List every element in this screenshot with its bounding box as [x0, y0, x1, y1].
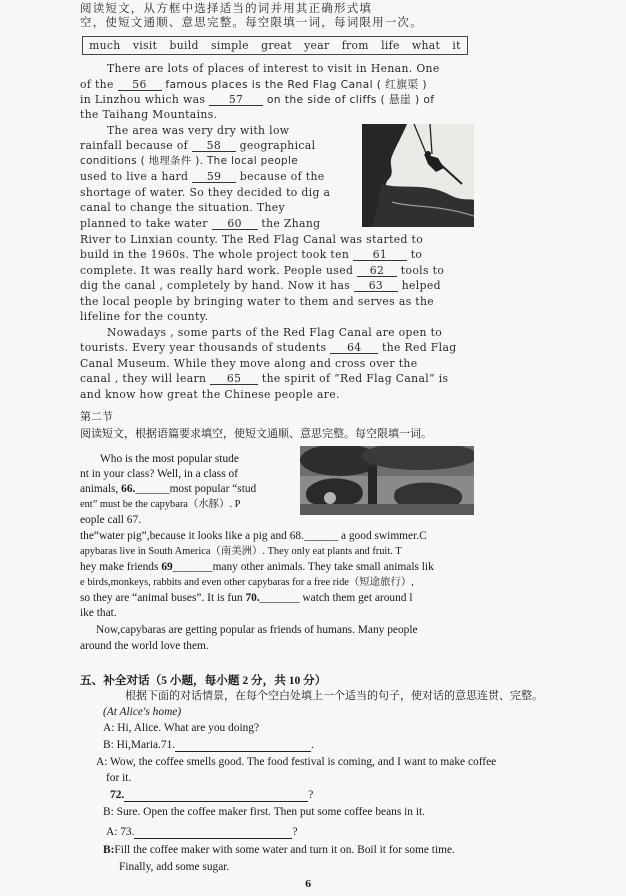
blank-70[interactable]: 70. [245, 592, 260, 604]
word-box-item: great [261, 39, 292, 52]
passage-line: The area was very dry with low [107, 124, 290, 137]
word-box-item: life [381, 39, 400, 52]
passage-line: lifeline for the county. [80, 310, 209, 323]
passage-line: used to live a hard 59 because of the [80, 170, 325, 183]
instruction-line-2: 空，使短文通顺、意思完整。每空限填一词，每词限用一次。 [80, 15, 423, 29]
passage-line: There are lots of places of interest to visit in Henan. One [107, 62, 440, 75]
word-box-item: year [304, 39, 330, 52]
passage-line: nt in your class? Well, in a class of [80, 468, 238, 480]
word-box-item: from [341, 39, 369, 52]
canal-cliff-illustration [362, 124, 474, 227]
blank-66[interactable]: 66. [121, 483, 136, 495]
word-box-item: build [169, 39, 199, 52]
blank-64[interactable]: 64 [330, 342, 378, 354]
blank-61[interactable]: 61 [353, 249, 407, 261]
passage-line: build in the 1960s. The whole project took ten 61 to [80, 248, 423, 261]
passage-line: around the world love them. [80, 640, 209, 652]
question-number-72: 72. [110, 789, 125, 801]
dialogue-line: B:Fill the coffee maker with some water and turn it on. Boil it for some time. [103, 844, 455, 856]
dialogue-line: A: Hi, Alice. What are you doing? [103, 722, 260, 734]
blank-60[interactable]: 60 [212, 218, 258, 230]
blank-58[interactable]: 58 [192, 140, 236, 152]
section-2-heading: 第二节 [80, 411, 113, 423]
passage-line: complete. It was really hard work. People used 62 tools to [80, 264, 445, 277]
answer-blank-72[interactable] [124, 790, 308, 802]
passage-line: ent” must be the capybara（水豚）. P [80, 499, 241, 510]
passage-line: Canal Museum. While they move along and cross over the [80, 357, 418, 370]
page-number: 6 [305, 880, 312, 890]
blank-57[interactable]: 57 [209, 94, 263, 106]
passage-line: Now,capybaras are getting popular as friends of humans. Many people [96, 624, 418, 636]
word-box [82, 36, 468, 55]
passage-line: the Taihang Mountains. [80, 108, 218, 121]
passage-line: Who is the most popular stude [100, 453, 239, 465]
passage-line: conditions ( 地理条件 ). The local people [80, 155, 298, 167]
passage-line: e birds,monkeys, rabbits and even other capybaras for a free ride（短途旅行）, [80, 577, 414, 588]
dialogue-line: A: Wow, the coffee smells good. The food festival is coming, and I want to make coffee [96, 756, 497, 768]
passage-line: apybaras live in South America（南美洲）. They only eat plants and fruit. T [80, 546, 402, 557]
passage-line: and know how great the Chinese people are. [80, 388, 340, 401]
dialogue-line: Finally, add some sugar. [119, 861, 230, 873]
passage-line: tourists. Every year thousands of students 64 the Red Flag [80, 341, 457, 354]
passage-line: River to Linxian county. The Red Flag Canal was started to [80, 233, 424, 246]
passage-line: ike that. [80, 607, 117, 619]
section-3-instruction: 根据下面的对话情景，在每个空白处填上一个适当的句子，使对话的意思连贯、完整。 [125, 690, 543, 702]
passage-line: in Linzhou which was 57 on the side of cliffs ( 悬崖 ) of [80, 93, 435, 106]
word-box-item: much [89, 39, 121, 52]
blank-69[interactable]: 69 [161, 561, 173, 573]
answer-blank-73[interactable] [134, 827, 292, 839]
blank-63[interactable]: 63 [354, 280, 398, 292]
dialogue-line: 72. ? [110, 789, 314, 801]
passage-line: canal to change the situation. They [80, 201, 285, 214]
instruction-line-1: 阅读短文，从方框中选择适当的词并用其正确形式填 [80, 1, 373, 15]
blank-59[interactable]: 59 [192, 171, 236, 183]
section-2-instruction: 阅读短文，根据语篇要求填空，使短文通顺、意思完整。每空限填一词。 [80, 428, 432, 440]
passage-line: Nowadays , some parts of the Red Flag Canal are open to [107, 326, 443, 339]
word-box-item: it [452, 39, 461, 52]
passage-line: shortage of water. So they decided to dig a [80, 186, 331, 199]
passage-line: hey make friends 69_______many other animals. They take small animals lik [80, 561, 434, 573]
passage-line: eople call 67. [80, 514, 142, 526]
passage-line: dig the canal , completely by hand. Now it has 63 helped [80, 279, 441, 292]
passage-line: of the 56 famous places is the Red Flag Canal ( 红旗渠 ) [80, 78, 427, 91]
section-3-heading: 五、补全对话（5 小题，每小题 2 分，共 10 分） [80, 674, 327, 687]
dialogue-line: B: Sure. Open the coffee maker first. Then put some coffee beans in it. [103, 806, 426, 818]
answer-blank-71[interactable] [175, 740, 311, 752]
capybara-photo [300, 446, 474, 515]
word-box-item: visit [132, 39, 158, 52]
passage-line: rainfall because of 58 geographical [80, 139, 316, 152]
passage-line: so they are “animal buses”. It is fun 70._______ watch them get around l [80, 592, 413, 604]
passage-line: canal , they will learn 65 the spirit of “Red Flag Canal” is [80, 372, 449, 385]
word-box-item: what [411, 39, 441, 52]
passage-line: planned to take water 60 the Zhang [80, 217, 321, 230]
passage-line: the local people by bringing water to them and serves as the [80, 295, 435, 308]
blank-62[interactable]: 62 [357, 265, 397, 277]
blank-65[interactable]: 65 [210, 373, 258, 385]
blank-56[interactable]: 56 [118, 79, 162, 91]
dialogue-line: B: Hi,Maria.71. . [103, 739, 314, 751]
dialogue-line: for it. [106, 772, 132, 784]
passage-line: animals, 66.______most popular “stud [80, 483, 257, 495]
dialogue-line: A: 73. ? [106, 826, 298, 838]
word-box-item: simple [211, 39, 249, 52]
passage-line: the“water pig”,because it looks like a pig and 68.______ a good swimmer.C [80, 530, 427, 542]
dialogue-scene: (At Alice's home) [103, 706, 182, 718]
